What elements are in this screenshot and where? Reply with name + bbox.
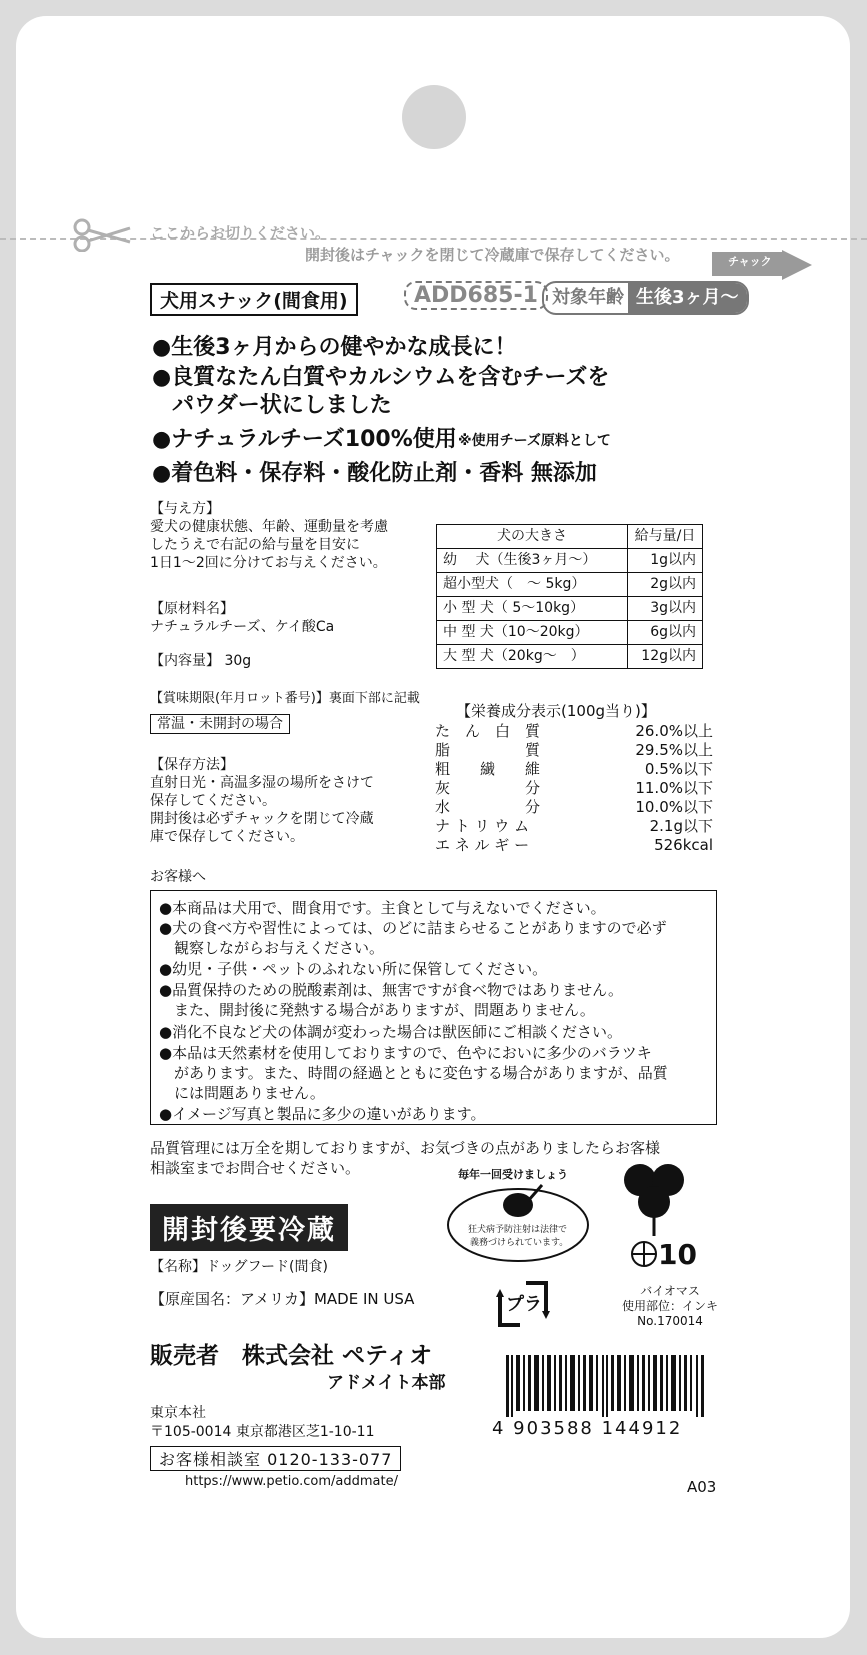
office: 東京本社 [150,1405,206,1421]
website-link[interactable]: https://www.petio.com/addmate/ [185,1474,398,1489]
dog-size: 小 型 犬（ 5〜10kg） [437,597,628,621]
address: 〒105-0014 東京都港区芝1-10-11 [150,1424,375,1440]
feature-2: ●良質なたん白質やカルシウムを含むチーズを [152,365,610,390]
notice-line: ●品質保持のための脱酸素剤は、無害ですが食べ物ではありません。 [159,981,623,999]
biomass-line: 使用部位：インキ [622,1299,719,1313]
notice-line: 観察しながらお与えください。 [159,939,385,957]
rabies-line2: 義務づけられています。 [470,1238,569,1248]
notice-line: ●本商品は犬用で、間食用です。主食として与えないでください。 [159,899,606,917]
storage-line: 保存してください。 [150,793,276,809]
notice-line: ●イメージ写真と製品に多少の違いがあります。 [159,1105,486,1123]
table-header: 犬の大きさ [437,525,628,549]
age-label: 対象年齢 [552,287,624,308]
storage-line: 庫で保存してください。 [150,829,304,845]
nutrient-value: 10.0%以下 [635,798,713,816]
cut-instruction: ここからお切りください。 [150,224,331,242]
nutrient-value: 0.5%以下 [644,760,713,778]
age-value: 生後3ヶ月〜 [628,283,747,313]
storage-line: 直射日光・高温多湿の場所をさけて [150,775,374,791]
seller-title: 販売者 株式会社 ペティオ [150,1343,433,1369]
nutrient-value: 11.0%以下 [635,779,713,797]
biomass-line: バイオマス [640,1284,700,1298]
nutrient-value: 2.1g以下 [649,817,713,835]
biomass-number: 10 [658,1238,697,1271]
feature-3: ●ナチュラルチーズ100%使用 [152,427,457,452]
rabies-arc-text: 毎年一回受けましょう [458,1168,568,1181]
nutrition-row [435,798,713,817]
biomass-clover-icon [614,1158,694,1238]
tear-notch-left [0,232,16,252]
nutrition-row [435,779,713,798]
feeding-heading: 【与え方】 [150,501,220,517]
amount: 1g以内 [628,549,703,573]
dog-size: 大 型 犬（20kg〜 ） [437,645,628,669]
globe-icon [630,1240,658,1268]
nutrition-row [435,817,713,836]
rabies-line1: 狂犬病予防注射は法律で [468,1225,568,1235]
nutrient-name: 灰 分 [435,779,541,797]
nutrient-value: 29.5%以上 [635,741,713,759]
nutrition-row [435,760,713,779]
feature-1: ●生後3ヶ月からの健やかな成長に！ [152,335,517,360]
zipper-label: チャック [728,255,772,268]
refrigerate-banner: 開封後要冷蔵 [150,1204,348,1251]
notice-box [150,890,717,1125]
scissors-icon [70,218,140,252]
nutrition-row [435,836,713,855]
amount: 2g以内 [628,573,703,597]
dog-size: 超小型犬（ 〜 5kg） [437,573,628,597]
category-label: 犬用スナック(間食用) [150,283,358,316]
nutrient-name: た ん 白 質 [435,722,541,740]
seller-dept: アドメイト本部 [327,1373,446,1393]
product-code: ADD685-1 [404,281,548,310]
expiry-note: 【賞味期限(年月ロット番号)】裏面下部に記載 [150,691,420,706]
support-phone: お客様相談室 0120-133-077 [150,1446,401,1471]
nutrient-value: 526kcal [654,836,713,854]
feature-4: ●着色料・保存料・酸化防止剤・香料 無添加 [152,461,597,486]
table-header: 給与量/日 [628,525,703,549]
notice-line: には問題ありません。 [159,1084,325,1102]
content-value: 30g [224,653,252,669]
feature-note: ※使用チーズ原料として [458,433,611,449]
storage-box: 常温・未開封の場合 [150,714,290,734]
ingredients-section [150,600,334,636]
notice-line: があります。また、時間の経過とともに変色する場合がありますが、品質 [159,1064,668,1082]
nutrient-name: ナ ト リ ウ ム [435,817,530,835]
biomass-line: No.170014 [637,1314,703,1328]
close-instruction: 開封後はチャックを閉じて冷蔵庫で保存してください。 [305,246,680,264]
ingredients-heading: 【原材料名】 [150,601,234,617]
barcode-icon [506,1355,706,1417]
tear-notch-right [851,232,867,252]
nutrition-title: 【栄養成分表示(100g当り)】 [456,702,656,720]
nutrition-row [435,741,713,760]
amount: 6g以内 [628,621,703,645]
notice-line: ●消化不良など犬の体調が変わった場合は獣医師にご相談ください。 [159,1023,622,1041]
quality-line: 品質管理には万全を期しておりますが、お気づきの点がありましたらお客様 [150,1139,661,1157]
feeding-line: 愛犬の健康状態、年齢、運動量を考慮 [150,519,388,535]
content-heading: 【内容量】 [150,653,220,669]
amount: 3g以内 [628,597,703,621]
quality-line: 相談室までお問合せください。 [150,1159,361,1177]
nutrient-name: 粗 繊 維 [435,760,541,778]
amount: 12g以内 [628,645,703,669]
content-section [150,652,251,670]
feature-2b: パウダー状にしました [172,393,392,418]
dog-size: 中 型 犬（10〜20kg） [437,621,628,645]
hang-hole [402,85,466,149]
nutrient-name: 脂 質 [435,741,541,759]
product-name-line: 【名称】ドッグフード(間食) [150,1259,328,1275]
nutrient-name: エ ネ ル ギ ー [435,836,530,854]
notice-line: ●犬の食べ方や習性によっては、のどに詰まらせることがありますので必ず [159,919,667,937]
feeding-line: したうえで右記の給与量を目安に [150,537,360,553]
storage-heading: 【保存方法】 [150,757,234,773]
lot-code: A03 [687,1478,717,1496]
barcode-number: 4 903588 144912 [492,1418,683,1439]
origin-line: 【原産国名：アメリカ】MADE IN USA [150,1290,415,1308]
storage-section [150,756,374,846]
dog-size: 幼 犬（生後3ヶ月〜） [437,549,628,573]
storage-line: 開封後は必ずチャックを閉じて冷蔵 [150,811,374,827]
age-badge [542,281,749,315]
feeding-section [150,500,388,572]
recycle-label: プラ [506,1294,542,1315]
nutrient-value: 26.0%以上 [635,722,713,740]
notice-line: ●幼児・子供・ペットのふれない所に保管してください。 [159,960,548,978]
notice-line: また、開封後に発熱する場合がありますが、問題ありません。 [159,1001,595,1019]
nutrient-name: 水 分 [435,798,541,816]
notice-line: ●本品は天然素材を使用しておりますので、色やにおいに多少のバラツキ [159,1044,652,1062]
feeding-table [436,524,703,669]
nutrition-row [435,722,713,741]
notice-heading: お客様へ [150,869,206,885]
biomass-text [622,1284,718,1329]
feeding-line: 1日1〜2回に分けてお与えください。 [150,555,387,571]
ingredients-text: ナチュラルチーズ、ケイ酸Ca [150,619,335,635]
